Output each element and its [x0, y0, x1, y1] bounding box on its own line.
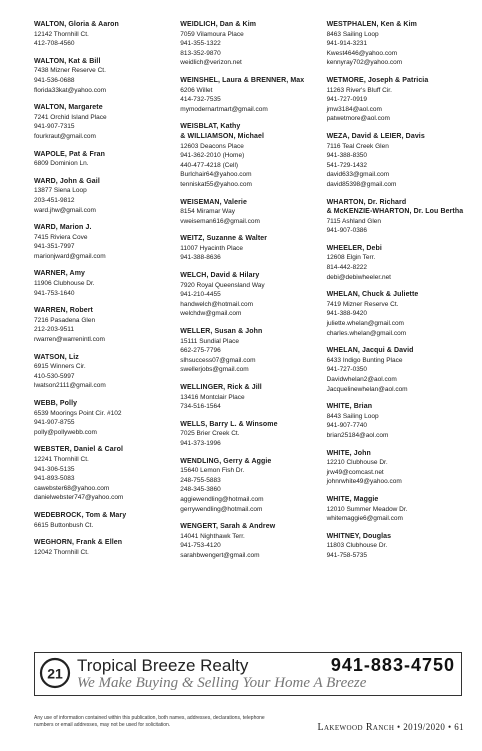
entry-detail: aggiewendling@hotmail.com	[180, 495, 264, 503]
entry-name: WETMORE, Joseph & Patricia	[326, 76, 429, 84]
entry-name: WHELAN, Jacqui & David	[326, 347, 414, 355]
entry-name: WENGERT, Sarah & Andrew	[180, 523, 276, 531]
entry-detail: gerrywendling@hotmail.com	[180, 505, 263, 513]
directory-entry	[327, 244, 464, 282]
entry-detail: 15640 Lemon Fish Dr.	[180, 467, 245, 475]
entry-detail: 941-753-4120	[180, 542, 221, 550]
company-tagline: We Make Buying & Selling Your Home A Breeze	[77, 675, 367, 691]
entry-detail: 11803 Clubhouse Dr.	[326, 542, 388, 550]
directory-entry	[327, 449, 464, 487]
entry-detail: 734-516-1564	[180, 403, 221, 411]
entry-detail: Kwest4646@yahoo.com	[326, 49, 398, 57]
directory-entry	[180, 122, 326, 132]
entry-detail: patwetmore@aol.com	[326, 115, 390, 123]
entry-detail: david85398@gmail.com	[326, 180, 397, 188]
entry-detail: 8443 Sailing Loop	[326, 412, 379, 420]
entry-detail: ward.jhw@gmail.com	[34, 206, 96, 214]
entry-detail: 7920 Royal Queensland Way	[180, 281, 265, 289]
entry-detail: 7115 Ashland Glen	[326, 217, 382, 225]
entry-name: WEZA, David & LEIER, Davis	[326, 132, 425, 140]
entry-name: WELLER, Susan & John	[180, 328, 263, 336]
entry-detail: 12142 Thornhill Ct.	[34, 30, 89, 38]
directory-entry	[34, 399, 180, 437]
entry-name: WHITE, Brian	[326, 403, 373, 411]
entry-name: WEBSTER, Daniel & Carol	[34, 446, 124, 454]
footer-bullet: •	[447, 722, 452, 732]
directory-entry	[34, 20, 180, 49]
directory-entry	[327, 532, 464, 561]
entry-name: WELLS, Barry L. & Winsome	[180, 420, 278, 428]
directory-entry	[180, 198, 326, 227]
entry-name: WEINSHEL, Laura & BRENNER, Max	[180, 76, 305, 84]
entry-detail: marionjward@gmail.com	[34, 252, 106, 260]
entry-detail: charles.whelan@gmail.com	[326, 329, 407, 337]
entry-detail: 410-530-5997	[34, 372, 75, 380]
entry-detail: 8463 Sailing Loop	[326, 30, 379, 38]
entry-detail: brian25184@aol.com	[326, 431, 389, 439]
entry-detail: 941-536-0688	[34, 76, 75, 84]
directory-entry	[180, 234, 326, 263]
entry-name: WATSON, Liz	[34, 353, 79, 361]
entry-detail: 941-907-7315	[34, 123, 75, 131]
entry-detail: 12010 Summer Meadow Dr.	[326, 505, 408, 513]
entry-name: WEGHORN, Frank & Ellen	[34, 539, 123, 547]
directory-entry	[327, 402, 464, 440]
entry-detail: fourkraut@gmail.com	[34, 132, 96, 140]
entry-name: WHITNEY, Douglas	[326, 532, 392, 540]
entry-name: WARNER, Amy	[34, 270, 86, 278]
directory-entry	[327, 207, 464, 236]
entry-detail: 11007 Hyacinth Place	[180, 244, 244, 252]
directory-listing	[34, 20, 464, 620]
entry-detail: 7116 Teal Creek Glen	[326, 142, 389, 150]
entry-detail: Davidwhelan2@aol.com	[326, 376, 397, 383]
directory-entry	[180, 420, 326, 449]
directory-entry	[34, 223, 180, 261]
entry-detail: rwarren@warrenintl.com	[34, 336, 105, 344]
directory-entry	[327, 346, 464, 394]
directory-entry	[34, 306, 180, 344]
entry-detail: 14041 Nighthawk Terr.	[180, 532, 245, 540]
century21-logo-icon	[39, 657, 71, 689]
publication-year: 2019/2020	[403, 722, 446, 732]
directory-entry	[180, 327, 326, 375]
entry-detail: 12210 Clubhouse Dr.	[326, 459, 388, 467]
entry-detail: 6915 Winners Cir.	[34, 363, 86, 371]
entry-detail: 813-352-9870	[180, 49, 221, 57]
directory-entry	[180, 522, 326, 560]
entry-detail: 13416 Montclair Place	[180, 393, 245, 401]
directory-entry	[327, 198, 464, 208]
entry-detail: johnrwhite49@yahoo.com	[326, 478, 402, 486]
disclaimer-text: Any use of information contained within this publication, both names, addresses, declarations, telephone numbers or email addresses, may not be used for solicitation.	[34, 715, 265, 728]
entry-detail: 412-708-4560	[34, 40, 75, 48]
logo-text: 21	[47, 665, 63, 682]
entry-detail: 6615 Buttonbush Ct.	[34, 521, 94, 529]
entry-detail: 814-442-8222	[326, 264, 368, 272]
entry-detail: slhsuccess07@gmail.com	[180, 356, 256, 364]
entry-name: WENDLING, Gerry & Aggie	[180, 457, 272, 465]
entry-detail: 941-210-4455	[180, 291, 221, 299]
entry-detail: 6433 Indigo Bunting Place	[326, 356, 403, 364]
entry-detail: 15111 Sundial Place	[180, 337, 239, 345]
entry-name: WEISEMAN, Valerie	[180, 198, 247, 206]
entry-detail: 6206 Willet	[180, 86, 213, 94]
directory-entry	[327, 132, 464, 190]
entry-detail: 941-758-5735	[326, 551, 368, 559]
directory-entry	[34, 57, 180, 95]
entry-detail: 7241 Orchid Island Place	[34, 113, 107, 121]
company-phone: 941-883-4750	[330, 655, 455, 675]
entry-name: WHEELER, Debi	[326, 244, 382, 252]
entry-detail: Jacquelinewhelan@aol.com	[326, 385, 408, 393]
directory-entry	[327, 290, 464, 338]
entry-detail: 7059 Vilamoura Place	[180, 30, 244, 38]
entry-detail: mymodernartmart@gmail.com	[180, 105, 268, 113]
page-number: 61	[454, 722, 464, 732]
entry-name: WAPOLE, Pat & Fran	[34, 150, 106, 158]
entry-name: WESTPHALEN, Ken & Kim	[326, 21, 417, 28]
entry-detail: juliette.whelan@gmail.com	[326, 320, 404, 328]
entry-detail: polly@pollywebb.com	[34, 428, 97, 436]
directory-entry	[327, 495, 464, 524]
directory-entry	[34, 445, 180, 503]
entry-detail: 7415 Riviera Cove	[34, 233, 88, 241]
entry-detail: debi@debiwheeler.net	[326, 273, 391, 281]
directory-entry	[180, 271, 326, 319]
entry-name: WARD, Marion J.	[34, 224, 92, 232]
directory-entry	[34, 269, 180, 298]
entry-detail: 541-729-1432	[326, 161, 368, 169]
entry-detail: florida33kat@yahoo.com	[34, 86, 106, 94]
entry-detail: 941-388-9420	[326, 310, 368, 318]
directory-entry	[180, 132, 326, 190]
entry-name: WHITE, John	[326, 449, 371, 457]
realty-advertisement	[34, 652, 462, 696]
entry-name: WARREN, Robert	[34, 307, 93, 315]
entry-name: WHELAN, Chuck & Juliette	[326, 291, 419, 299]
entry-detail: 941-388-8636	[180, 254, 221, 262]
entry-detail: david633@gmail.com	[326, 171, 390, 179]
entry-name: WELLINGER, Rick & Jill	[180, 384, 262, 391]
directory-column-3	[327, 20, 464, 620]
entry-name: WEBB, Polly	[34, 400, 78, 407]
directory-entry	[34, 177, 180, 215]
entry-name: WHARTON, Dr. Richard	[326, 198, 407, 206]
entry-detail: 941-362-2010 (Home)	[180, 152, 245, 160]
entry-detail: tenniskat55@yahoo.com	[180, 180, 252, 188]
entry-detail: sarahbwengert@gmail.com	[180, 551, 260, 559]
directory-entry	[34, 353, 180, 391]
entry-detail: 11906 Clubhouse Dr.	[34, 280, 95, 288]
entry-detail: danielwebster747@yahoo.com	[34, 494, 124, 502]
company-name: Tropical Breeze Realty	[77, 656, 249, 675]
entry-detail: 941-753-1640	[34, 289, 75, 297]
entry-detail: jmw3184@aol.com	[326, 105, 382, 113]
entry-detail: 248-345-3860	[180, 486, 221, 494]
entry-name: WALTON, Margarete	[34, 104, 103, 112]
entry-name: WEISBLAT, Kathy	[180, 123, 241, 131]
entry-detail: lwatson2111@gmail.com	[34, 382, 106, 390]
entry-detail: 941-306-5135	[34, 465, 75, 473]
directory-entry	[327, 76, 464, 124]
entry-detail: 12042 Thornhill Ct.	[34, 548, 89, 556]
entry-name: & WILLIAMSON, Michael	[180, 132, 265, 140]
entry-detail: kennyray702@yahoo.com	[326, 59, 403, 67]
entry-detail: 941-727-0350	[326, 366, 368, 374]
entry-detail: 11263 River's Bluff Cir.	[326, 86, 392, 94]
page-footer	[317, 722, 464, 733]
entry-name: WARD, John & Gail	[34, 177, 100, 185]
entry-detail: 7025 Brier Creek Ct.	[180, 430, 240, 438]
entry-name: WALTON, Kat & Bill	[34, 57, 101, 65]
entry-detail: 941-727-0919	[326, 96, 368, 104]
directory-column-1	[34, 20, 180, 620]
entry-detail: jrw49@comcast.net	[326, 468, 384, 476]
entry-detail: 7438 Mizner Reserve Ct.	[34, 67, 106, 75]
entry-detail: cawebster68@yahoo.com	[34, 484, 110, 492]
entry-detail: 941-893-5083	[34, 475, 75, 483]
entry-detail: 203-451-9812	[34, 196, 75, 204]
entry-name: WEIDLICH, Dan & Kim	[180, 21, 257, 28]
entry-name: WALTON, Gloria & Aaron	[34, 21, 119, 28]
entry-detail: 212-203-9511	[34, 326, 74, 334]
entry-detail: 662-275-7796	[180, 347, 221, 355]
entry-name: WEDEBROCK, Tom & Mary	[34, 511, 127, 519]
entry-detail: 13877 Siena Loop	[34, 187, 87, 195]
entry-detail: swellerjobs@gmail.com	[180, 366, 249, 374]
directory-entry	[34, 538, 180, 557]
entry-detail: Burlchair64@yahoo.com	[180, 171, 252, 179]
footer-bullet: •	[396, 722, 401, 732]
entry-detail: 248-755-5883	[180, 476, 221, 484]
entry-detail: weidlich@verizon.net	[180, 59, 242, 67]
directory-entry	[34, 511, 180, 530]
entry-detail: 440-477-4218 (Cell)	[180, 161, 239, 169]
directory-column-2	[180, 20, 326, 620]
directory-entry	[180, 76, 326, 114]
entry-detail: 6539 Moorings Point Cir. #102	[34, 409, 122, 417]
entry-detail: 12603 Deacons Place	[180, 142, 244, 150]
entry-name: WEITZ, Suzanne & Walter	[180, 235, 268, 243]
publication-name: Lakewood Ranch	[317, 722, 395, 733]
entry-name: & McKENZIE-WHARTON, Dr. Lou Bertha	[326, 208, 464, 216]
entry-detail: 6809 Dominion Ln.	[34, 160, 89, 168]
entry-detail: 12608 Elgin Terr.	[326, 254, 376, 262]
entry-detail: whitemaggie6@gmail.com	[326, 515, 403, 523]
entry-detail: 941-907-7740	[326, 422, 368, 430]
entry-detail: 941-351-7997	[34, 243, 75, 251]
entry-detail: 12241 Thornhill Ct.	[34, 455, 89, 463]
entry-detail: welchdw@gmail.com	[180, 310, 242, 318]
entry-detail: 414-732-7535	[180, 96, 221, 104]
entry-detail: 8154 Miramar Way	[180, 208, 235, 216]
entry-detail: handwelch@hotmail.com	[180, 300, 253, 308]
entry-detail: 7419 Mizner Reserve Ct.	[326, 300, 399, 308]
entry-detail: 7216 Pasadena Glen	[34, 316, 96, 324]
directory-entry	[180, 457, 326, 515]
entry-detail: vweiseman616@gmail.com	[180, 217, 260, 225]
entry-name: WELCH, David & Hilary	[180, 272, 260, 280]
entry-detail: 941-907-0386	[326, 227, 368, 235]
directory-entry	[327, 20, 464, 68]
directory-entry	[180, 20, 326, 68]
directory-entry	[34, 103, 180, 141]
entry-detail: 941-914-3231	[326, 40, 368, 48]
entry-name: WHITE, Maggie	[326, 495, 379, 503]
entry-detail: 941-373-1996	[180, 439, 221, 447]
directory-entry	[180, 383, 326, 412]
entry-detail: 941-907-8755	[34, 419, 75, 427]
directory-entry	[34, 150, 180, 169]
entry-detail: 941-355-1322	[180, 40, 221, 48]
entry-detail: 941-388-8350	[326, 152, 368, 160]
